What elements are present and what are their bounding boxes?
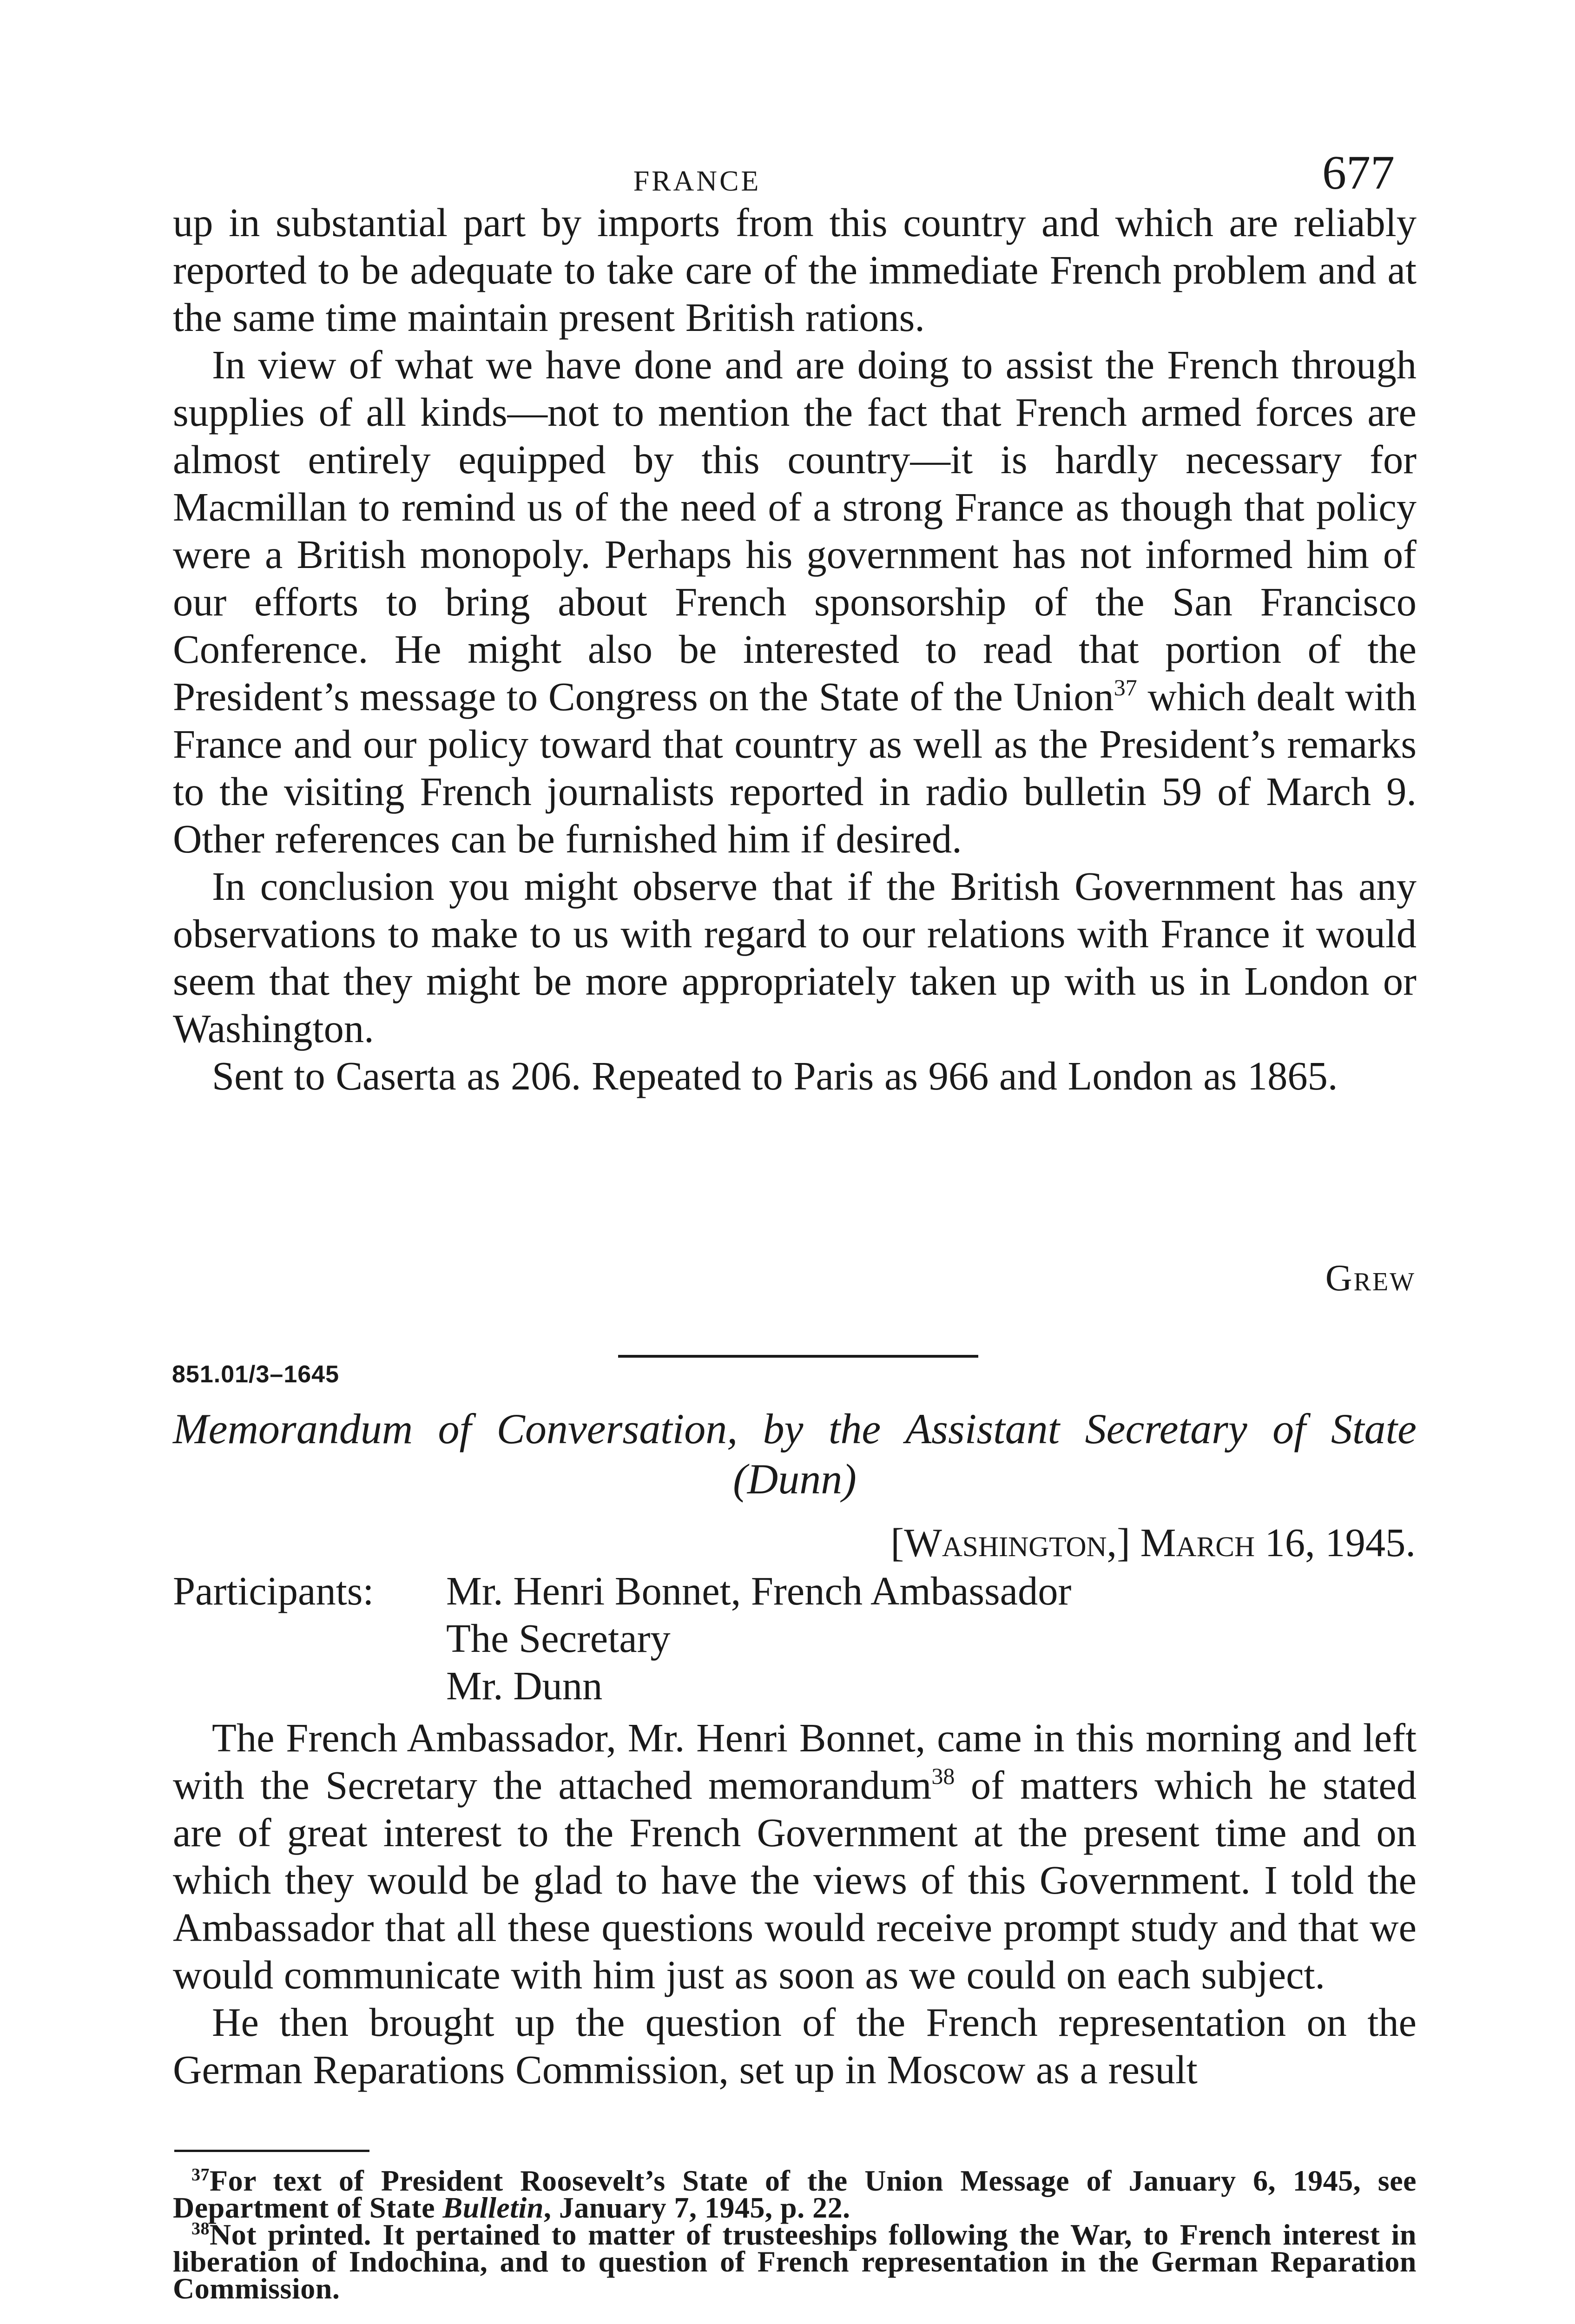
section-separator <box>618 1355 978 1358</box>
participant: Mr. Dunn <box>446 1664 603 1708</box>
memo-paragraph-1-text-b: of matters which he stated are of great interest to the French Government at the present time and on which they would be glad to have the views of this Government. I told the Ambassador that all these questions would receive prompt study and that we would communicate with him just as soon as we could on each subject. <box>173 1763 1417 1997</box>
footnote-38-text: Not printed. It pertained to matter of trusteeships following the War, to French interest in liberation of Indochina, and to question of French representation in the German Reparation Commission. <box>173 2218 1417 2305</box>
memo-body <box>173 1714 1417 2093</box>
footnote-37-text-a: For text of President Roosevelt’s State of the Union Message of January 6, 1945, see Department of State <box>173 2164 1417 2224</box>
file-number: 851.01/3–1645 <box>172 1361 340 1388</box>
letter-body <box>173 199 1417 1100</box>
footnote-37-italic: Bulletin <box>442 2191 544 2224</box>
footnote-marker-37: 37 <box>191 2165 210 2185</box>
memo-paragraph-1 <box>173 1714 1417 1999</box>
participant: Mr. Henri Bonnet, French Ambassador <box>446 1569 1072 1613</box>
memo-title-line-1: Memorandum of Conversation, by the Assistant Secretary of State <box>173 1405 1417 1452</box>
memo-paragraph-1-text-a: The French Ambassador, Mr. Henri Bonnet, came in this morning and left with the Secretary the attached memorandum <box>173 1716 1417 1808</box>
letter-paragraph-2 <box>173 341 1417 863</box>
letter-paragraph-2-text-b: which dealt with France and our policy toward that country as well as the President’s remarks to the visiting French journalists reported in radio bulletin 59 of March 9. Other references can be furnished him if desired. <box>173 674 1417 861</box>
letter-paragraph-1: up in substantial part by imports from this country and which are reliably reported to be adequate to take care of the immediate French problem and at the same time maintain present British rations. <box>173 200 1417 340</box>
page-number: 677 <box>1322 146 1395 199</box>
participants-label: Participants: <box>173 1569 374 1613</box>
footnote-ref-38: 38 <box>931 1763 955 1789</box>
footnote-ref-37: 37 <box>1114 674 1137 700</box>
letter-paragraph-2-text-a: In view of what we have done and are doing to assist the French through supplies of all kinds—not to mention the fact that French armed forces are almost entirely equipped by this country—it is hardly necessary for Macmillan to remind us of the need of a strong France as though that policy were a British monopoly. Perhaps his government has not informed him of our efforts to bring about French sponsorship of the San Francisco Conference. He might also be interested to read that portion of the President’s message to Congress on the State of the Union <box>173 343 1417 719</box>
memo-paragraph-2: He then brought up the question of the French representation on the German Reparations Commission, set up in Moscow as a result <box>173 2000 1417 2092</box>
participants-list <box>446 1567 1071 1710</box>
letter-paragraph-3: In conclusion you might observe that if the British Government has any observations to make to us with regard to our relations with France it would seem that they might be more appropriately taken up with us in London or Washington. <box>173 864 1417 1051</box>
memo-title-line-2: (Dunn) <box>733 1455 857 1503</box>
signature: Grew <box>1325 1258 1416 1299</box>
dateline: [Washington,] March 16, 1945. <box>890 1520 1416 1565</box>
running-head: FRANCE <box>633 165 761 197</box>
participant: The Secretary <box>446 1616 671 1661</box>
footnote-37-text-b: , January 7, 1945, p. 22. <box>543 2191 850 2224</box>
footnote-marker-38: 38 <box>191 2219 210 2238</box>
footnote-37 <box>173 2164 1417 2224</box>
letter-paragraph-4: Sent to Caserta as 206. Repeated to Paris as 966 and London as 1865. <box>212 1054 1338 1098</box>
footnote-rule <box>174 2150 369 2152</box>
footnote-38 <box>173 2218 1417 2305</box>
memo-title <box>173 1404 1417 1504</box>
footnotes <box>173 2164 1417 2305</box>
